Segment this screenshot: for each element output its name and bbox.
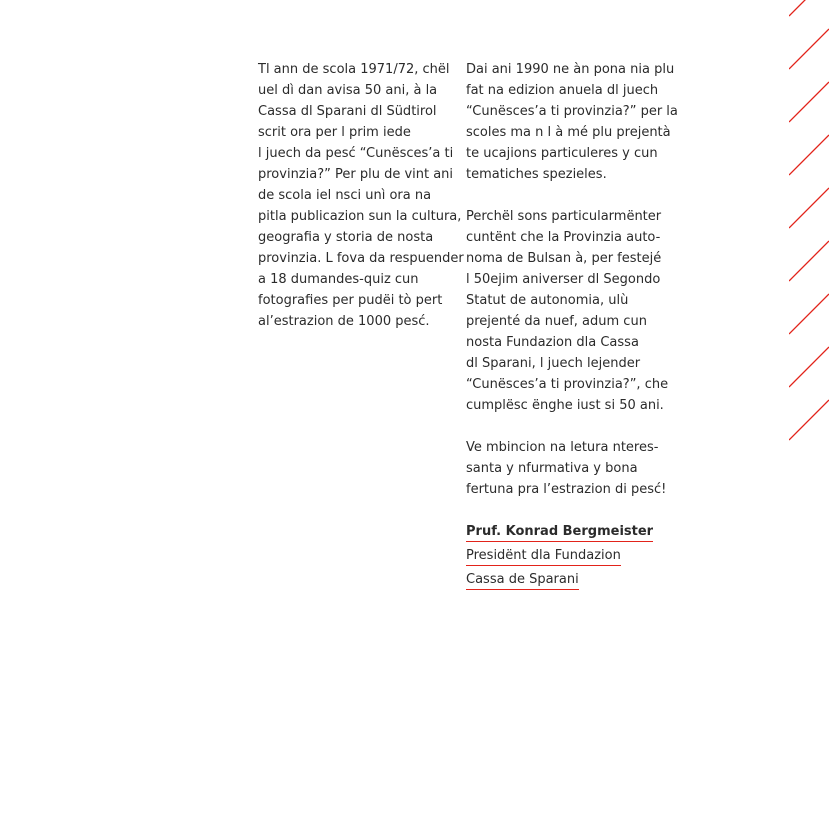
text-line: dl Sparani, l juech lejender [466,356,641,371]
right-text-column [466,59,678,593]
paragraph-gap [466,416,671,437]
text-line: a 18 dumandes-quiz cun [258,272,419,287]
text-line: fat na edizion anuela dl juech [466,83,659,98]
text-line: te ucajions particuleres y cun [466,146,658,161]
text-line: fertuna pra l’estrazion di pesć! [466,482,667,497]
paragraph-gap [466,185,671,206]
text-line: geografia y storia de nosta [258,230,434,245]
text-line: Dai ani 1990 ne àn pona nia plu [466,62,675,77]
left-text-column [258,59,464,332]
text-line: cumplësc ënghe iust si 50 ani. [466,398,664,413]
text-line: al’estrazion de 1000 pesć. [258,314,430,329]
signature-name: Pruf. Konrad Bergmeister [466,521,671,545]
text-line: uel dì dan avisa 50 ani, à la [258,83,438,98]
text-line: prejenté da nuef, adum cun [466,314,647,329]
paragraph-gap [466,500,671,521]
diagonal-stripes-decoration [789,0,829,450]
text-line: Cassa dl Sparani dl Südtirol [258,104,437,119]
signature-organization: Cassa de Sparani [466,569,671,593]
text-line: noma de Bulsan à, per festejé [466,251,662,266]
text-line: pitla publicazion sun la cultura, [258,209,462,224]
text-line: “Cunësces’a ti provinzia?”, che [466,377,669,392]
text-line: tematiches spezieles. [466,167,607,182]
text-line: l 50ejim aniverser dl Segondo [466,272,661,287]
signature-role: Presidënt dla Fundazion [466,545,671,569]
text-line: scoles ma n l à mé plu prejentà [466,125,671,140]
signature-block [466,521,671,593]
text-line: Tl ann de scola 1971/72, chël [258,62,450,77]
text-line: Ve mbincion na letura nteres- [466,440,659,455]
text-line: cuntënt che la Provinzia auto- [466,230,661,245]
text-line: scrit ora per l prim iede [258,125,411,140]
text-line: santa y nfurmativa y bona [466,461,638,476]
text-line: nosta Fundazion dla Cassa [466,335,639,350]
text-line: Statut de autonomia, ulù [466,293,629,308]
text-line: provinzia?” Per plu de vint ani [258,167,454,182]
text-line: de scola iel nsci unì ora na [258,188,432,203]
text-line: “Cunësces’a ti provinzia?” per la [466,104,678,119]
text-line: provinzia. L fova da respuender [258,251,464,266]
text-line: fotografies per pudëi tò pert [258,293,443,308]
text-line: l juech da pesć “Cunësces’a ti [258,146,454,161]
text-line: Perchël sons particularmënter [466,209,662,224]
